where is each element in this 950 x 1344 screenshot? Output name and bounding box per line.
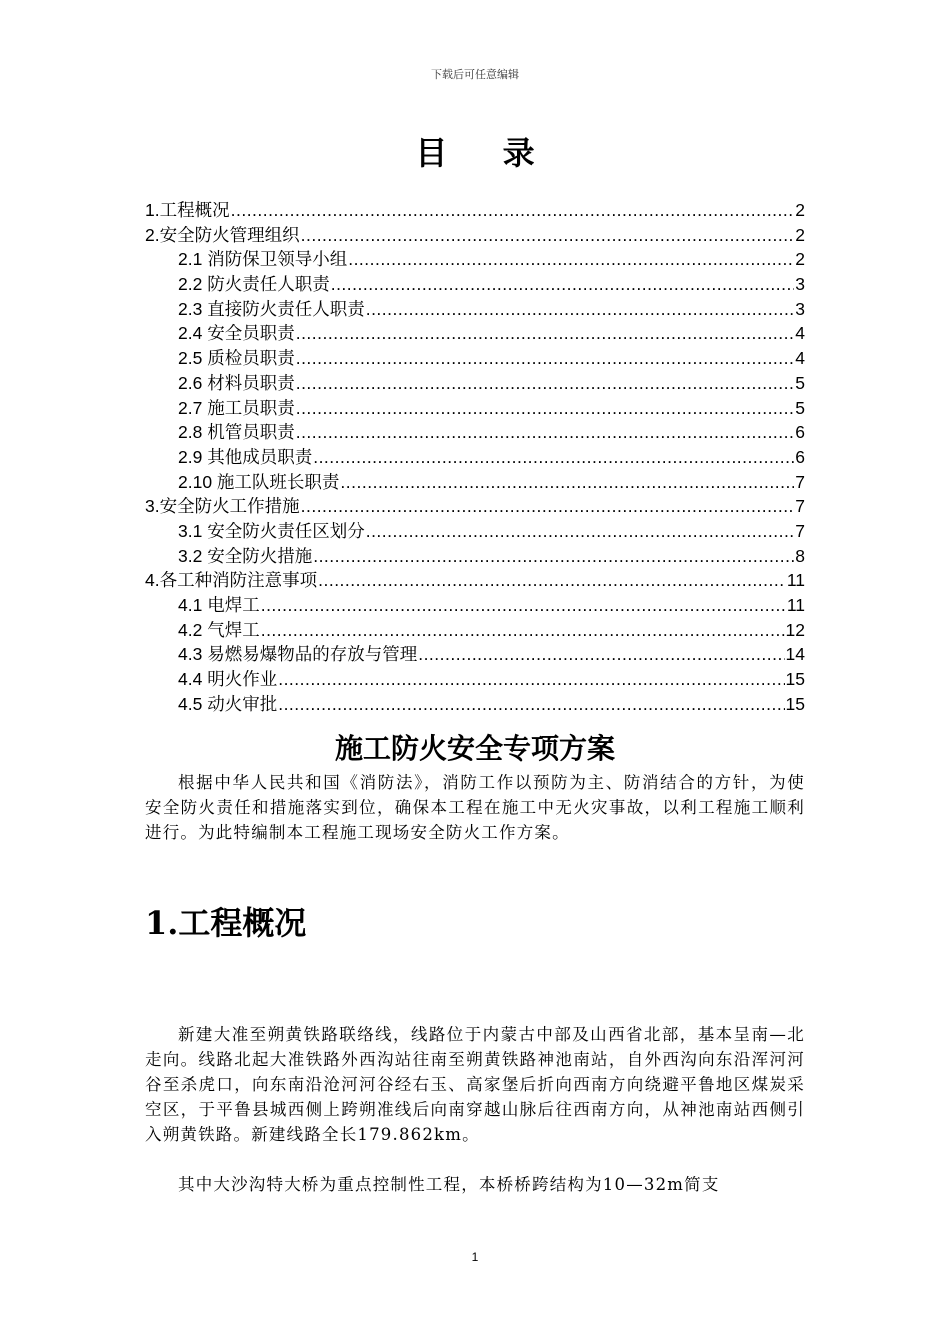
toc-entry[interactable] (145, 692, 805, 717)
toc-entry[interactable] (145, 519, 805, 544)
toc-entry-page: 7 (795, 471, 805, 492)
toc-entry[interactable] (145, 593, 805, 618)
toc-entry-page: 12 (785, 619, 805, 640)
toc-entry-page: 4 (795, 348, 805, 369)
toc-entry-label: 4.4 明火作业 (178, 669, 278, 690)
toc-entry-label: 2.4 安全员职责 (178, 323, 295, 344)
toc-leader-dots (296, 321, 795, 346)
toc-leader-dots (331, 272, 795, 297)
toc-entry[interactable] (145, 321, 805, 346)
toc-entry-label: 2.安全防火管理组织 (145, 224, 300, 245)
toc-leader-dots (296, 420, 795, 445)
toc-entry-label: 4.5 动火审批 (178, 693, 278, 714)
toc-entry-label: 4.3 易燃易爆物品的存放与管理 (178, 644, 418, 665)
toc-leader-dots (318, 568, 786, 593)
toc-entry[interactable] (145, 396, 805, 421)
toc-entry-label: 3.2 安全防火措施 (178, 545, 313, 566)
toc-entry-label: 2.6 材料员职责 (178, 372, 295, 393)
toc-entry-label: 2.2 防火责任人职责 (178, 274, 330, 295)
page-number: 1 (471, 1250, 479, 1264)
document-title: 施工防火安全专项方案 (334, 732, 615, 765)
toc-entry-page: 15 (785, 693, 805, 714)
toc-entry-page: 6 (795, 422, 805, 443)
toc-leader-dots (278, 667, 784, 692)
toc-entry-page: 3 (795, 274, 805, 295)
body-paragraph: 其中大沙沟特大桥为重点控制性工程，本桥桥跨结构为10—32m简支 (178, 1175, 720, 1194)
toc-entry-label: 4.1 电焊工 (178, 595, 260, 615)
toc-entry-label: 3.1 安全防火责任区划分 (178, 520, 365, 541)
toc-entry-label: 2.3 直接防火责任人职责 (178, 298, 365, 319)
toc-entry[interactable] (145, 297, 805, 322)
toc-entry[interactable] (145, 198, 805, 223)
toc-leader-dots (261, 618, 785, 643)
toc-entry-page: 11 (786, 595, 805, 615)
toc-leader-dots (340, 470, 794, 495)
toc-entry-page: 15 (785, 669, 805, 690)
toc-entry[interactable] (145, 494, 805, 519)
toc-leader-dots (418, 642, 784, 667)
toc-entry[interactable] (145, 420, 805, 445)
toc-entry[interactable] (145, 667, 805, 692)
toc-leader-dots (261, 593, 786, 618)
toc-leader-dots (296, 346, 795, 371)
toc-entry-page: 7 (795, 520, 805, 541)
toc-entry-page: 5 (795, 397, 805, 418)
toc-entry[interactable] (145, 272, 805, 297)
toc-leader-dots (278, 692, 784, 717)
toc-entry-label: 2.8 机管员职责 (178, 422, 295, 443)
toc-entry[interactable] (145, 346, 805, 371)
toc-entry[interactable] (145, 247, 805, 272)
header-note: 下载后可任意编辑 (431, 68, 519, 81)
toc-entry-page: 14 (785, 644, 805, 665)
toc-entry-page: 2 (795, 249, 805, 270)
toc-entry-label: 4.各工种消防注意事项 (145, 570, 318, 591)
toc-entry[interactable] (145, 371, 805, 396)
toc-entry[interactable] (145, 642, 805, 667)
toc-leader-dots (301, 223, 795, 248)
intro-paragraph: 根据中华人民共和国《消防法》，消防工作以预防为主、防消结合的方针，为使安全防火责任和措施落实到位，确保本工程在施工中无火灾事故，以利工程施工顺利进行。为此特编制本工程施工现场安全防火工作方案。 (145, 773, 805, 842)
toc-entry-page: 8 (795, 545, 805, 566)
toc-leader-dots (313, 544, 794, 569)
toc-leader-dots (366, 519, 795, 544)
toc-entry[interactable] (145, 618, 805, 643)
toc-entry-page: 3 (795, 298, 805, 319)
toc-entry[interactable] (145, 445, 805, 470)
toc-title: 目 录 (415, 134, 557, 172)
toc-leader-dots (296, 371, 795, 396)
toc-entry-page: 7 (795, 496, 805, 517)
toc-entry-label: 1.工程概况 (145, 200, 230, 220)
toc-entry-label: 2.5 质检员职责 (178, 348, 295, 369)
body-paragraph: 新建大准至朔黄铁路联络线，线路位于内蒙古中部及山西省北部，基本呈南—北走向。线路北起大准铁路外西沟站往南至朔黄铁路神池南站，自外西沟向东沿浑河河谷至杀虎口，向东南沿沧河河谷经右玉、高家堡后折向西南方向绕避平鲁地区煤炭采空区，于平鲁县城西侧上跨朔准线后向南穿越山脉后往西南方向，从神池南站西侧引入朔黄铁路。新建线路全长179.862km。 (145, 1025, 805, 1144)
toc-entry-label: 4.2 气焊工 (178, 619, 260, 640)
toc-entry-label: 2.9 其他成员职责 (178, 446, 313, 467)
section-heading: 1.工程概况 (145, 904, 307, 942)
toc-entry-page: 2 (795, 224, 805, 245)
toc-leader-dots (348, 247, 794, 272)
toc-entry-label: 2.1 消防保卫领导小组 (178, 249, 348, 270)
toc-entry-page: 5 (795, 372, 805, 393)
toc-leader-dots (296, 396, 795, 421)
toc-leader-dots (231, 198, 795, 223)
toc-entry-label: 2.10 施工队班长职责 (178, 471, 340, 492)
toc-entry-label: 3.安全防火工作措施 (145, 496, 300, 517)
toc-entry[interactable] (145, 470, 805, 495)
toc-leader-dots (313, 445, 794, 470)
toc-entry-page: 4 (795, 323, 805, 344)
toc-leader-dots (301, 494, 795, 519)
toc-entry[interactable] (145, 544, 805, 569)
toc-entry-label: 2.7 施工员职责 (178, 397, 295, 418)
toc-entry[interactable] (145, 223, 805, 248)
toc-entry-page: 2 (795, 200, 805, 220)
toc-entry-page: 11 (786, 570, 805, 591)
toc-entry-page: 6 (795, 446, 805, 467)
table-of-contents (145, 198, 805, 716)
toc-entry[interactable] (145, 568, 805, 593)
toc-leader-dots (366, 297, 795, 322)
